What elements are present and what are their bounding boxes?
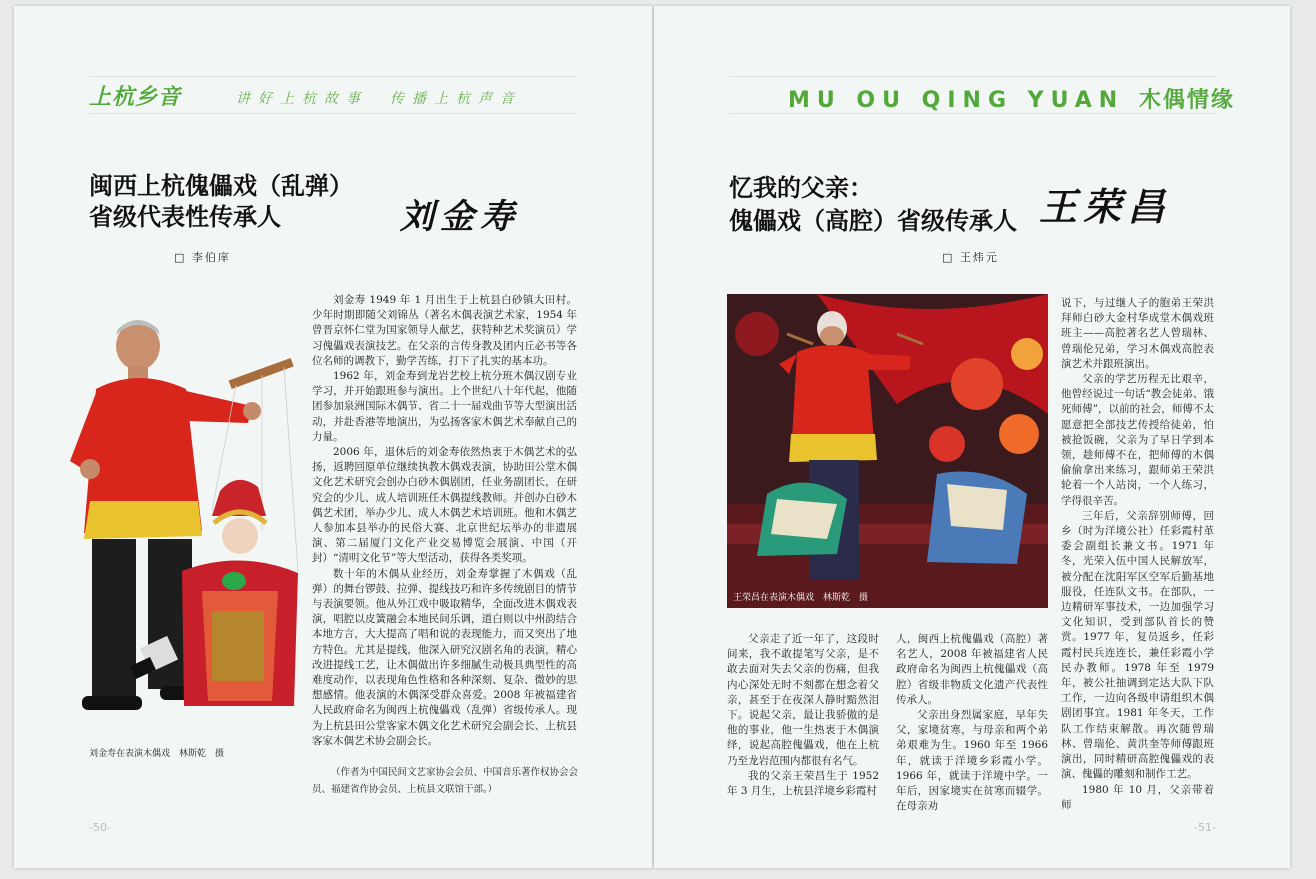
right-column-1: [727, 632, 879, 799]
right-col3-paragraph-3: 三年后，父亲辞别师傅，回乡（时为洋境公社）任彩霞村革委会副组长兼文书。1971 年冬，光荣入伍中国人民解放军，被分配在沈阳军区空军后勤基地服役，任连队文书。在部队，一边精研军事技术，一边加强学习文化知识，受到部队首长的赞赏。1977 年，复员返乡，任彩霞村民兵连连长，兼任彩霞小学民办教师。1978 年至 1979 年，被公社抽调到定达大队下队工作，一边向各级申请组织木偶剧团事宜。1981 年冬天，工作队工作结束解散。再次随曾瑞林、曾瑞伦、黄洪奎等师傅跟班演出，同时精研高腔傀儡戏的表演、傀儡的雕刻和制作工艺。: [1061, 509, 1214, 781]
brand-logo: 上杭乡音: [89, 85, 182, 110]
left-page: [14, 6, 652, 868]
page-number-left: -50-: [89, 821, 111, 834]
right-page: [654, 6, 1290, 868]
header-rule-top-right: [729, 76, 1217, 77]
name-signature-right: 王荣昌: [1039, 184, 1172, 229]
article-title-line2: 省级代表性传承人: [89, 202, 281, 231]
author-byline: □ 李伯庠: [174, 251, 231, 264]
name-signature: 刘金寿: [400, 197, 520, 237]
article-title-line2-right: 傀儡戏（高腔）省级传承人: [729, 206, 1017, 235]
performance-photo-image: [727, 294, 1048, 608]
author-note: （作者为中国民间文艺家协会会员、中国音乐著作权协会会员、福建省作协会员、上杭县文联馆干部。）: [312, 767, 579, 795]
left-photo-caption: 刘金寿在表演木偶戏 林斯乾 摄: [89, 749, 225, 759]
left-article-body: [312, 293, 577, 749]
right-col1-paragraph-1: 父亲走了近一年了，这段时间来，我不敢提笔写父亲，是不敢去面对失去父亲的伤痛，但我内心深处无时不刻都在想念着父亲，甚至于在夜深人静时黯然泪下。说起父亲，最让我骄傲的是他的事业，他一生热衷于木偶演绎，说起高腔傀儡戏，他在上杭乃至龙岩范围内都很有名气。: [727, 633, 879, 767]
right-photo-caption: 王荣昌在表演木偶戏 林斯乾 摄: [733, 593, 869, 603]
right-column-3: [1061, 296, 1214, 813]
right-col1-paragraph-2: 我的父亲王荣昌生于 1952 年 3 月生，上杭县洋境乡彩霞村: [727, 769, 879, 798]
right-col3-paragraph-2: 父亲的学艺历程无比艰辛，他曾经说过一句话“教会徒弟、饿死师傅”，以前的社会，师傅不太愿意把全部技艺传授给徒弟，怕被抢饭碗，父亲为了早日学到本领，趁师傅不在，把师傅的木偶偷偷拿出来练习，跟师弟王荣洪轮着一个人站岗，一个人练习，学得很辛苦。: [1061, 373, 1214, 507]
right-col3-paragraph-4: 1980 年 10 月，父亲带着师: [1061, 783, 1214, 811]
right-col2-paragraph-1: 人，闽西上杭傀儡戏（高腔）著名艺人，2008 年被福建省人民政府命名为闽西上杭傀儡戏（高腔）省级非物质文化遗产代表性传承人。: [896, 633, 1048, 706]
header-rule-bottom: [89, 113, 577, 114]
left-paragraph-2: 1962 年，刘金寿到龙岩艺校上杭分班木偶汉剧专业学习，并开始跟班参与演出。上个世纪八十年代起，他随团参加泉洲国际木偶节、省二十一届戏曲节等大型演出活动，并赴香港等地演出，为弘扬客家木偶艺术奉献自己的力量。: [312, 370, 577, 443]
right-col3-paragraph-1: 说下，与过继人子的胞弟王荣洪拜师白砂大金村华成堂木偶戏班班主——高腔著名艺人曾瑞林、曾瑞伦兄弟，学习木偶戏高腔表演艺术并跟班演出。: [1061, 297, 1214, 370]
right-col2-paragraph-2: 父亲出身烈属家庭，早年失父，家境贫寒，与母亲和两个弟弟艰难为生。1960 年至 1966 年，就读于洋境乡彩霞小学。1966 年，就读于洋境中学。一年后，因家境实在贫寒而辍学。在母亲劝: [896, 709, 1048, 813]
left-paragraph-1: 刘金寿 1949 年 1 月出生于上杭县白砂镇大田村。少年时期即随父刘锦丛（著名木偶表演艺术家，1954 年曾晋京怀仁堂为国家领导人献艺，获特种艺术奖演员）学习傀儡戏表演技艺。在父亲的言传身教及团内丘必书等各位名师的调教下，勤学苦练，打下了扎实的基本功。: [312, 294, 577, 367]
right-column-2: [896, 632, 1048, 814]
left-paragraph-4: 数十年的木偶从业经历，刘金寿掌握了木偶戏（乱弹）的舞台锣鼓、拉弹、提线技巧和许多传统剧目的情节与表演要领。他从外江戏中吸取精华，全面改进木偶戏表演，唱腔以皮簧融会本地民间乐调，道白则以中州韵结合本地方言，大大提高了唱和说的表现能力，而又突出了地方特色。尤其是提线，他深入研究汉剧名角的表演，精心改进提线工艺，让木偶做出许多细腻生动极具典型性的高难度动作，以表现角色性格和各种深刻、复杂、微妙的思想感情。他表演的木偶深受群众喜爱。2008 年被福建省人民政府命名为闽西上杭傀儡戏（乱弹）省级传承人。现为上杭县田公堂客家木偶文化艺术研究会副会长、上杭县客家木偶艺术协会副会长。: [312, 567, 577, 747]
author-byline-right: □ 王炜元: [942, 251, 999, 264]
section-title: [788, 83, 1235, 114]
page-number-right: -51-: [1194, 821, 1216, 834]
section-title-cn: 木偶情缘: [1138, 88, 1235, 113]
section-title-latin: MU OU QING YUAN: [788, 88, 1125, 113]
left-paragraph-3: 2006 年，退休后的刘金寿依然热衷于木偶艺术的弘扬，返聘回原单位继续执教木偶戏表演，协助田公堂木偶文化艺术研究会创办白砂木偶剧团，任业务副团长，在研究会的少儿、成人培训班任木偶提线教师。并创办白砂木偶艺术团，举办少儿、成人木偶艺术培训班。他和木偶艺人参加本县举办的民俗大赛、北京世纪坛举办的非遗展演、第二届厦门文化产业交易博览会展演、中国（开封）“清明文化节”等大型活动，获得各类奖项。: [312, 446, 577, 565]
header-slogan: 讲好上杭故事 传播上杭声音: [236, 91, 522, 107]
header-rule-top: [89, 76, 577, 77]
puppeteer-photo: [62, 311, 306, 729]
performance-photo: [727, 294, 1048, 608]
article-title-line1-right: 忆我的父亲：: [729, 173, 873, 202]
article-title-line1: 闽西上杭傀儡戏（乱弹）: [89, 171, 353, 200]
